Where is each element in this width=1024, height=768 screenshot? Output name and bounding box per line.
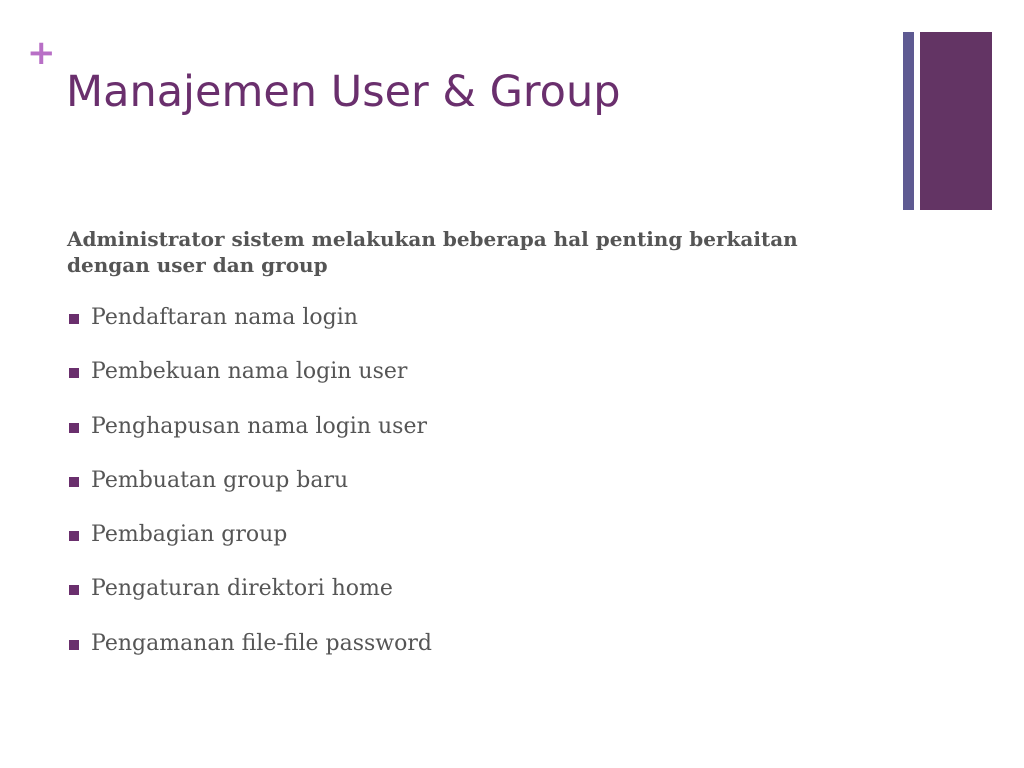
- list-item-text: Pembagian group: [91, 522, 288, 548]
- intro-text: Administrator sistem melakukan beberapa hal penting berkaitan dengan user dan group: [67, 227, 798, 277]
- square-bullet-icon: [69, 368, 79, 378]
- list-item-text: Pendaftaran nama login: [91, 305, 358, 330]
- list-item-text: Penghapusan nama login user: [91, 413, 428, 439]
- square-bullet-icon: [69, 477, 79, 487]
- list-item: [67, 356, 432, 410]
- square-bullet-icon: [69, 531, 79, 541]
- square-bullet-icon: [69, 423, 79, 433]
- square-bullet-icon: [69, 585, 79, 595]
- list-item-text: Pembekuan nama login user: [91, 359, 408, 385]
- list-item-text: Pengamanan file-file password: [91, 630, 432, 656]
- list-item: [67, 628, 432, 682]
- list-item: [67, 573, 432, 627]
- list-item-text: Pembuatan group baru: [91, 467, 349, 493]
- plus-icon: +: [27, 33, 56, 73]
- slide-title: Manajemen User & Group: [66, 67, 621, 117]
- decorative-bar-thick: [920, 32, 992, 210]
- square-bullet-icon: [69, 314, 79, 324]
- list-item: [67, 411, 432, 465]
- bullet-list: [67, 302, 432, 682]
- decorative-bar-thin: [903, 32, 914, 210]
- list-item-text: Pengaturan direktori home: [91, 576, 393, 602]
- square-bullet-icon: [69, 640, 79, 650]
- list-item: [67, 302, 432, 356]
- list-item: [67, 519, 432, 573]
- list-item: [67, 465, 432, 519]
